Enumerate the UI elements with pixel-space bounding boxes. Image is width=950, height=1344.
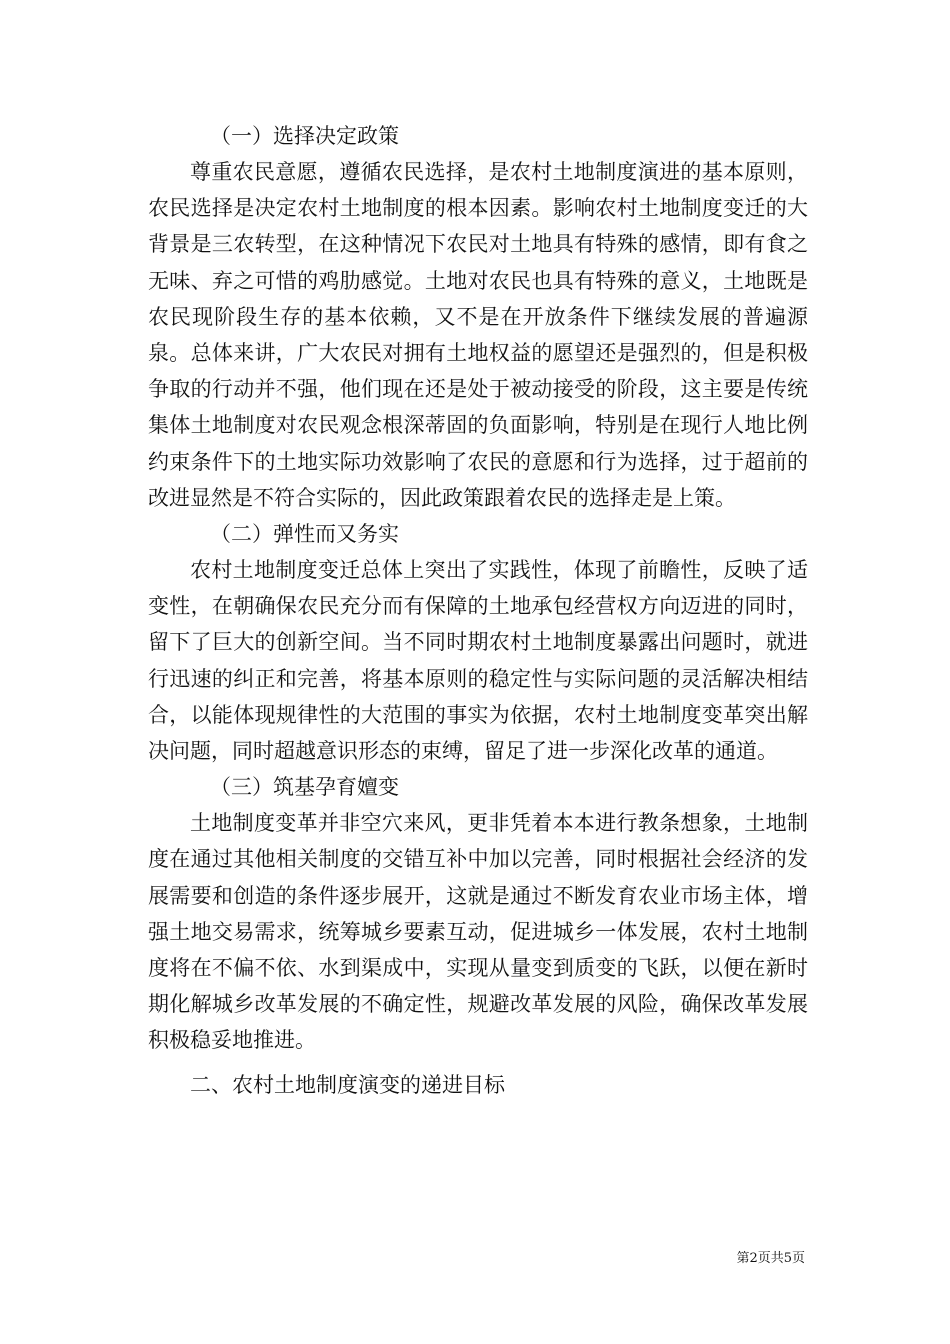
section-paragraph-1: 尊重农民意愿，遵循农民选择，是农村土地制度演进的基本原则，农民选择是决定农村土地制度的根本因素。影响农村土地制度变迁的大背景是三农转型，在这种情况下农民对土地具有特殊的感情，即有食之无味、弃之可惜的鸡肋感觉。土地对农民也具有特殊的意义，土地既是农民现阶段生存的基本依赖，又不是在开放条件下继续发展的普遍源泉。总体来讲，广大农民对拥有土地权益的愿望还是强烈的，但是积极争取的行动并不强，他们现在还是处于被动接受的阶段，这主要是传统集体土地制度对农民观念根深蒂固的负面影响，特别是在现行人地比例约束条件下的土地实际功效影响了农民的意愿和行为选择，过于超前的改进显然是不符合实际的，因此政策跟着农民的选择走是上策。 — [148, 160, 808, 510]
section-paragraph-3: 土地制度变革并非空穴来风，更非凭着本本进行教条想象，土地制度在通过其他相关制度的交错互补中加以完善，同时根据社会经济的发展需要和创造的条件逐步展开，这就是通过不断发育农业市场主体，增强土地交易需求，统筹城乡要素互动，促进城乡一体发展，农村土地制度将在不偏不依、水到渠成中，实现从量变到质变的飞跃，以便在新时期化解城乡改革发展的不确定性，规避改革发展的风险，确保改革发展积极稳妥地推进。 — [148, 811, 808, 1053]
document-body — [148, 118, 808, 1103]
section-heading-3: （三）筑基孕育嬗变 — [210, 775, 399, 800]
section-heading-1: （一）选择决定政策 — [210, 124, 399, 148]
chapter-title: 二、农村土地制度演变的递进目标 — [190, 1072, 505, 1097]
section-heading-2: （二）弹性而又务实 — [210, 522, 399, 547]
section-paragraph-2: 农村土地制度变迁总体上突出了实践性，体现了前瞻性，反映了适变性，在朝确保农民充分而有保障的土地承包经营权方向迈进的同时，留下了巨大的创新空间。当不同时期农村土地制度暴露出问题时，就进行迅速的纠正和完善，将基本原则的稳定性与实际问题的灵活解决相结合，以能体现规律性的大范围的事实为依据，农村土地制度变革突出解决问题，同时超越意识形态的束缚，留足了进一步深化改革的通道。 — [148, 558, 808, 764]
page-number-footer: 第2页共5页 — [736, 1251, 805, 1266]
